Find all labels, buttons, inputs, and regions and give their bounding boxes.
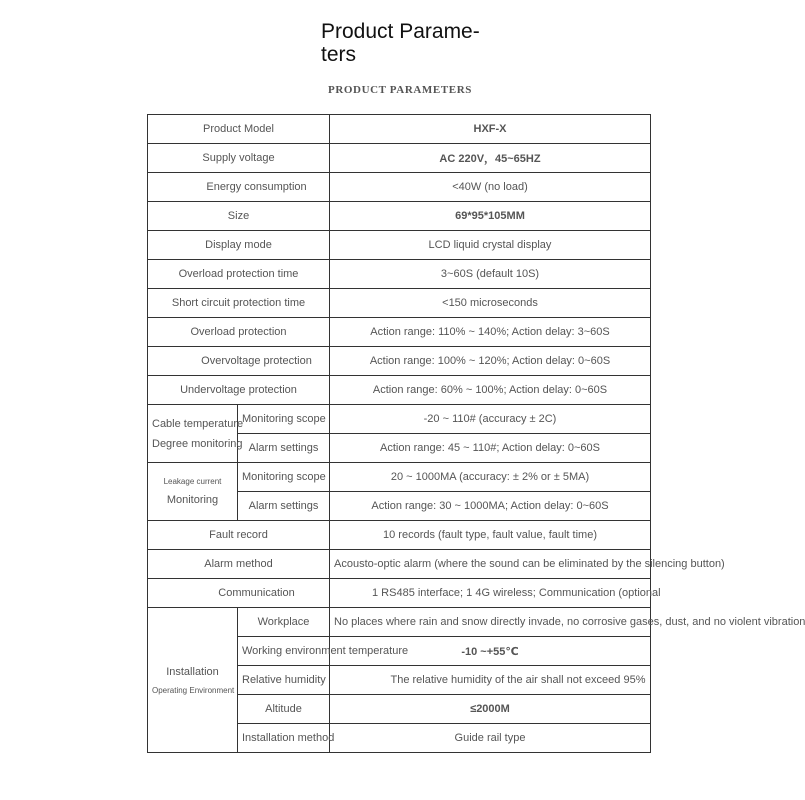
param-sublabel: Workplace [238, 608, 330, 637]
page-subtitle: PRODUCT PARAMETERS [328, 84, 472, 96]
table-row [148, 376, 651, 405]
page-title: Product Parame-ters [321, 20, 480, 66]
leakage-current-group-label [148, 463, 238, 521]
param-sublabel: Relative humidity [238, 666, 330, 695]
table-row [148, 608, 651, 637]
param-value: <40W (no load) [330, 173, 651, 202]
param-value: Acousto-optic alarm (where the sound can be eliminated by the silencing button) [330, 550, 651, 579]
cable-temperature-group-label [148, 405, 244, 463]
parameters-table [147, 114, 805, 753]
table-row [148, 289, 651, 318]
param-value: HXF-X [330, 115, 651, 144]
param-label: Short circuit protection time [148, 289, 330, 318]
param-label: Overload protection [148, 318, 330, 347]
param-value: Guide rail type [330, 724, 651, 753]
table-row [148, 318, 651, 347]
param-value: Action range: 100% ~ 120%; Action delay: 0~60S [330, 347, 651, 376]
param-value: Action range: 45 ~ 110#; Action delay: 0~60S [330, 434, 651, 463]
param-value: 20 ~ 1000MA (accuracy: ± 2% or ± 5MA) [330, 463, 651, 492]
table-row [148, 115, 651, 144]
group-label-line: Monitoring [166, 494, 219, 506]
param-label: Alarm method [148, 550, 330, 579]
param-value: Action range: 30 ~ 1000MA; Action delay: 0~60S [330, 492, 651, 521]
param-value: -10 ~+55℃ [330, 637, 651, 666]
param-sublabel: Working environment temperature [238, 637, 330, 666]
param-label: Communication [148, 579, 330, 608]
param-value: LCD liquid crystal display [330, 231, 651, 260]
param-sublabel: Altitude [238, 695, 330, 724]
table-row [148, 550, 651, 579]
param-label: Product Model [148, 115, 330, 144]
group-label-line: Degree monitoring [152, 437, 243, 450]
group-label-line: Installation [166, 665, 219, 678]
param-value: 3~60S (default 10S) [330, 260, 651, 289]
param-label: Size [148, 202, 330, 231]
table-row [148, 347, 651, 376]
group-label-line: Leakage current [163, 477, 222, 486]
param-sublabel: Alarm settings [238, 434, 330, 463]
param-label: Fault record [148, 521, 330, 550]
group-label-line: Operating Environment [152, 685, 235, 695]
param-value: 10 records (fault type, fault value, fault time) [330, 521, 651, 550]
group-label-line: Cable temperature [152, 417, 244, 430]
table-row [148, 202, 651, 231]
param-label: Supply voltage [148, 144, 330, 173]
param-sublabel: Monitoring scope [238, 405, 330, 434]
param-value: <150 microseconds [330, 289, 651, 318]
param-value: 1 RS485 interface; 1 4G wireless; Communication (optional [330, 579, 651, 608]
param-value: Action range: 110% ~ 140%; Action delay: 3~60S [330, 318, 651, 347]
param-value: AC 220V，45~65HZ [330, 144, 651, 173]
param-value: The relative humidity of the air shall not exceed 95% [330, 666, 651, 695]
param-value: 69*95*105MM [330, 202, 651, 231]
param-label: Display mode [148, 231, 330, 260]
table-row [148, 521, 651, 550]
param-label: Overload protection time [148, 260, 330, 289]
table-row [148, 463, 651, 492]
table-row [148, 144, 651, 173]
param-sublabel: Installation method [238, 724, 330, 753]
param-value: No places where rain and snow directly invade, no corrosive gases, dust, and no violent vibration [330, 608, 651, 637]
param-label: Overvoltage protection [148, 347, 330, 376]
param-label: Energy consumption [148, 173, 330, 202]
installation-group-label [148, 608, 238, 753]
table-row [148, 260, 651, 289]
table-row [148, 579, 651, 608]
param-sublabel: Monitoring scope [238, 463, 330, 492]
param-value: Action range: 60% ~ 100%; Action delay: 0~60S [330, 376, 651, 405]
table-row [148, 173, 651, 202]
param-value: ≤2000M [330, 695, 651, 724]
param-label: Undervoltage protection [148, 376, 330, 405]
table-row [148, 231, 651, 260]
table-row [148, 405, 651, 434]
param-sublabel: Alarm settings [238, 492, 330, 521]
param-value: -20 ~ 110# (accuracy ± 2C) [330, 405, 651, 434]
